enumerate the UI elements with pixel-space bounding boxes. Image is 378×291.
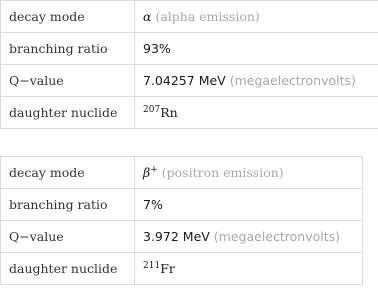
q-value-row xyxy=(1,221,363,253)
daughter-nuclide-value xyxy=(135,97,378,129)
q-value-label: Q−value xyxy=(1,221,135,253)
q-value-number: 3.972 xyxy=(143,229,179,244)
daughter-nuclide-value xyxy=(135,253,363,285)
daughter-nuclide-row xyxy=(1,97,378,129)
decay-mode-name: (positron emission) xyxy=(161,165,284,180)
decay-symbol: β xyxy=(143,165,151,180)
q-value-unit-name: (megaelectronvolts) xyxy=(229,73,356,88)
element-symbol: Fr xyxy=(160,261,175,276)
decay-mode-row xyxy=(1,157,363,189)
q-value-unit: MeV xyxy=(198,73,226,88)
decay-mode-label: decay mode xyxy=(1,157,135,189)
decay-charge: + xyxy=(150,164,158,175)
decay-mode-name: (alpha emission) xyxy=(155,9,260,24)
decay-mode-row xyxy=(1,1,378,33)
daughter-nuclide-row xyxy=(1,253,363,285)
branching-ratio-value: 93% xyxy=(135,33,378,65)
branching-ratio-row xyxy=(1,189,363,221)
branching-ratio-row xyxy=(1,33,378,65)
mass-number: 211 xyxy=(143,260,161,271)
q-value-label: Q−value xyxy=(1,65,135,97)
branching-ratio-value: 7% xyxy=(135,189,363,221)
q-value-unit-name: (megaelectronvolts) xyxy=(213,229,341,244)
q-value-unit: MeV xyxy=(182,229,210,244)
branching-ratio-label: branching ratio xyxy=(1,189,135,221)
decay-mode-value xyxy=(135,157,363,189)
branching-ratio-label: branching ratio xyxy=(1,33,135,65)
decay-symbol: α xyxy=(143,9,152,24)
decay-mode-value xyxy=(135,1,378,33)
q-value-value xyxy=(135,221,363,253)
q-value-value xyxy=(135,65,378,97)
element-symbol: Rn xyxy=(160,105,178,120)
q-value-row xyxy=(1,65,378,97)
decay-mode-label: decay mode xyxy=(1,1,135,33)
mass-number: 207 xyxy=(143,104,161,115)
decay-table-positron xyxy=(0,156,363,285)
daughter-nuclide-label: daughter nuclide xyxy=(1,97,135,129)
q-value-number: 7.04257 xyxy=(143,73,195,88)
decay-table-alpha xyxy=(0,0,378,129)
daughter-nuclide-label: daughter nuclide xyxy=(1,253,135,285)
